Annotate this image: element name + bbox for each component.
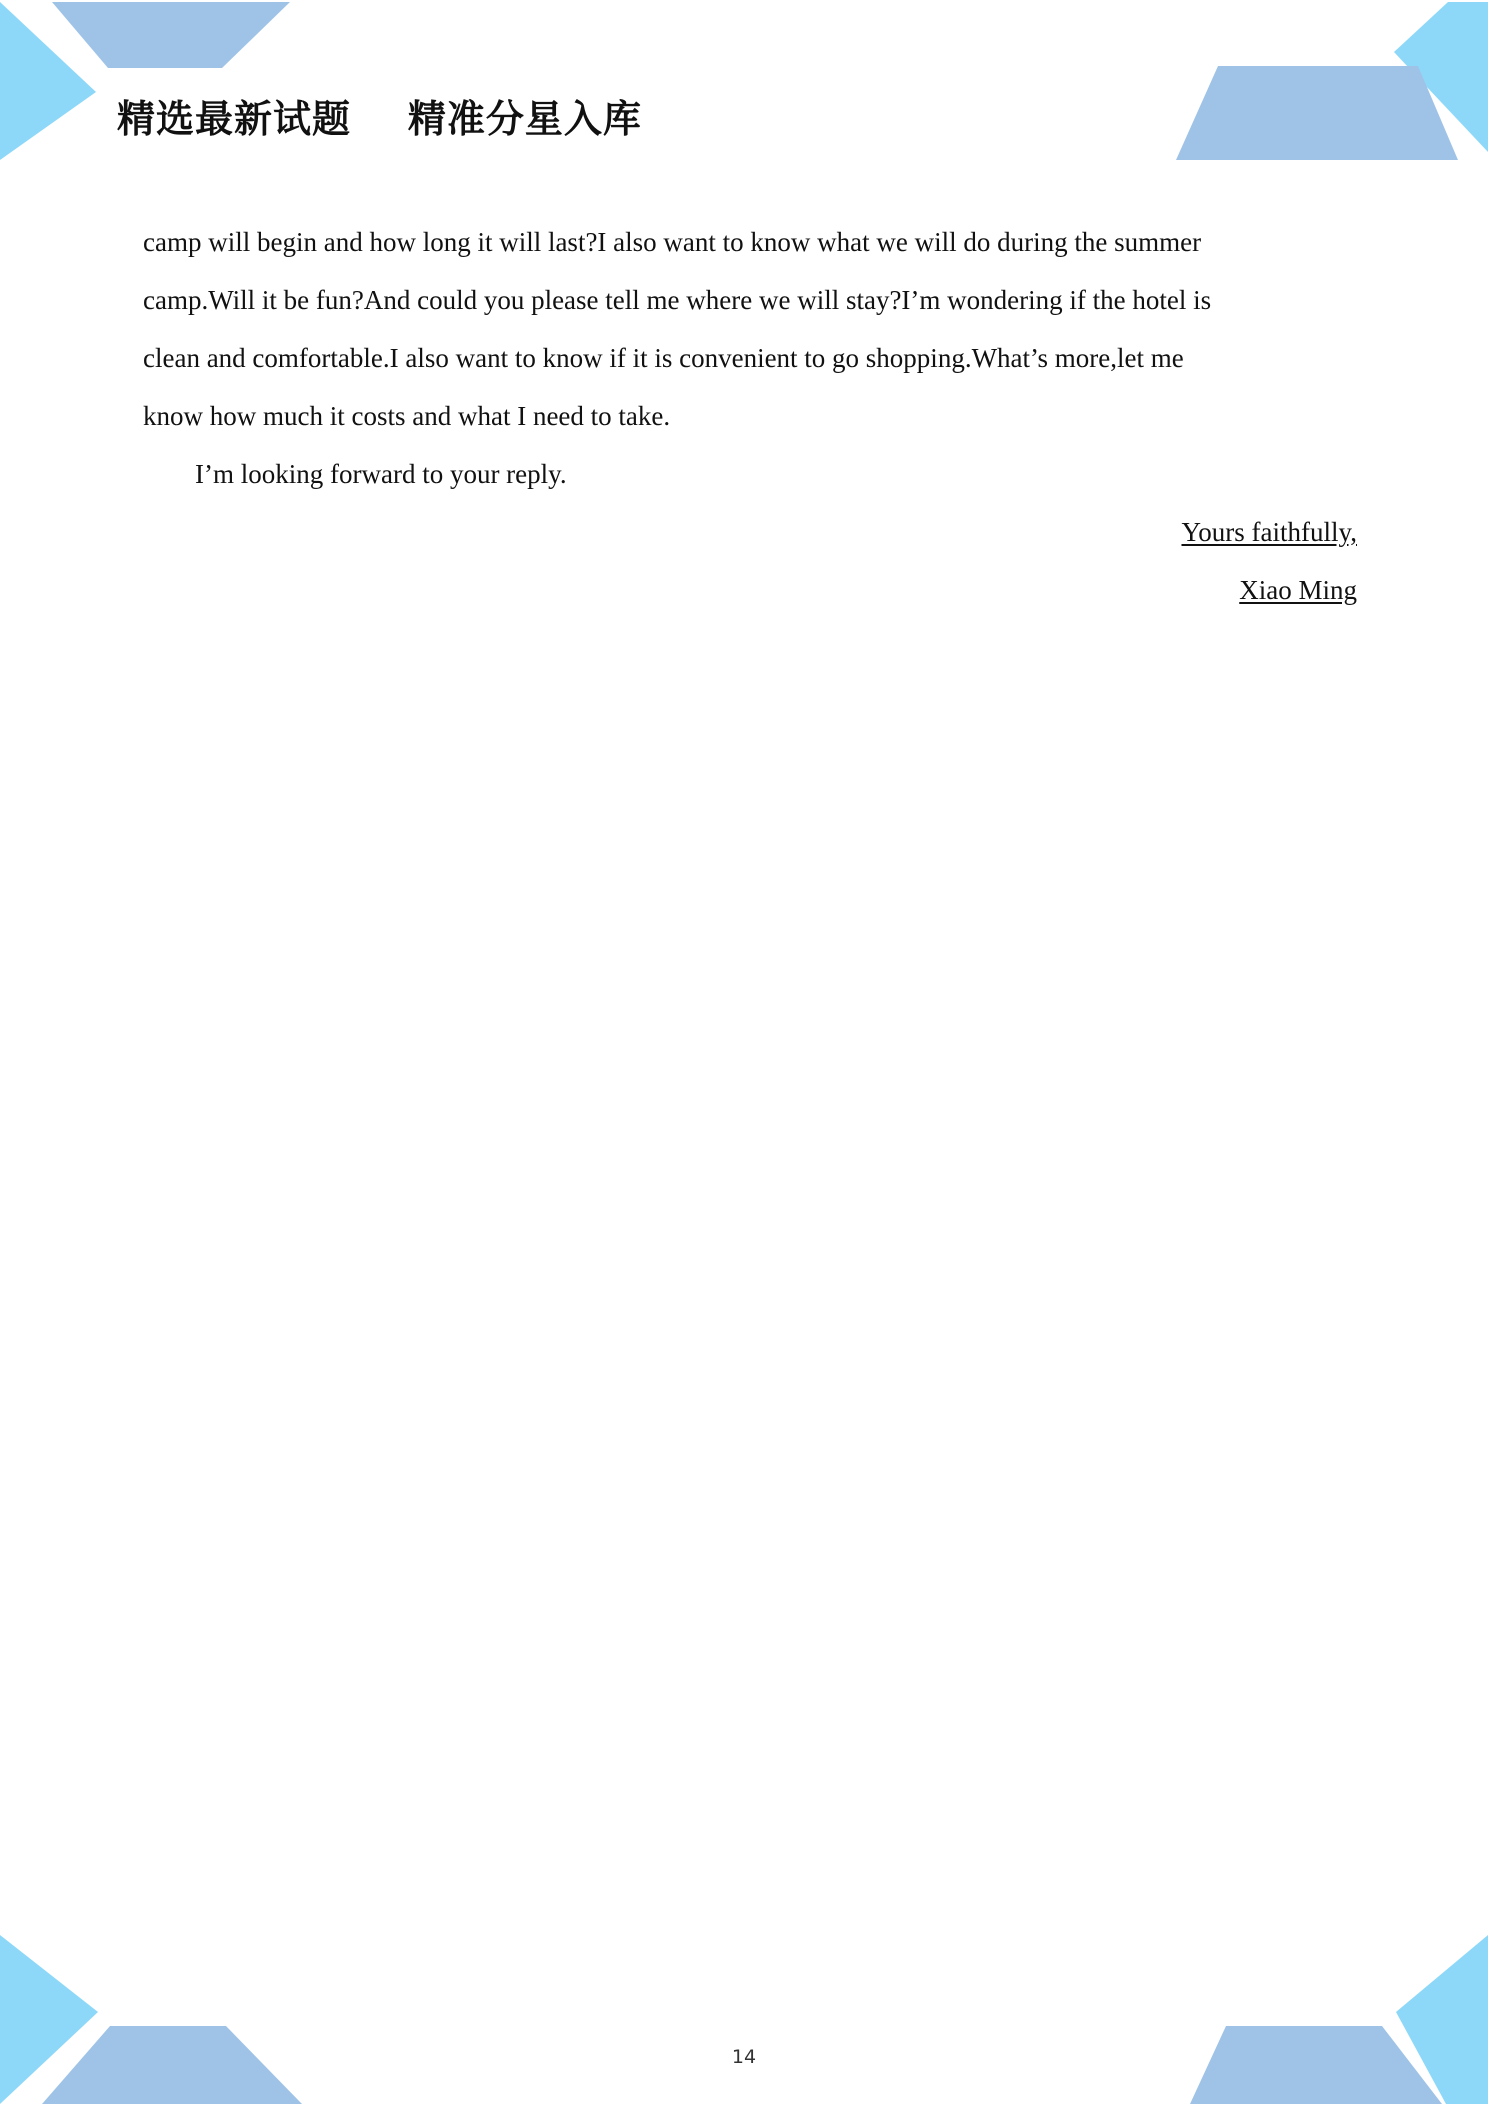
page-number: 14 <box>731 2046 757 2068</box>
signature: Xiao Ming <box>1239 575 1357 605</box>
sign-off: Yours faithfully, <box>1181 517 1357 547</box>
header-title: 精选最新试题 精准分星入库 <box>117 97 642 141</box>
letter-line: camp will begin and how long it will last?I also want to know what we will do during the summer <box>143 227 1202 257</box>
letter-line: clean and comfortable.I also want to know if it is convenient to go shopping.What’s more,let me <box>143 343 1184 373</box>
letter-line: camp.Will it be fun?And could you please tell me where we will stay?I’m wondering if the hotel is <box>143 285 1212 315</box>
closing-paragraph: I’m looking forward to your reply. <box>195 459 567 489</box>
top-left-trapezoid <box>52 2 290 68</box>
letter-line: know how much it costs and what I need to take. <box>143 401 671 431</box>
top-right-trapezoid <box>1176 66 1458 160</box>
